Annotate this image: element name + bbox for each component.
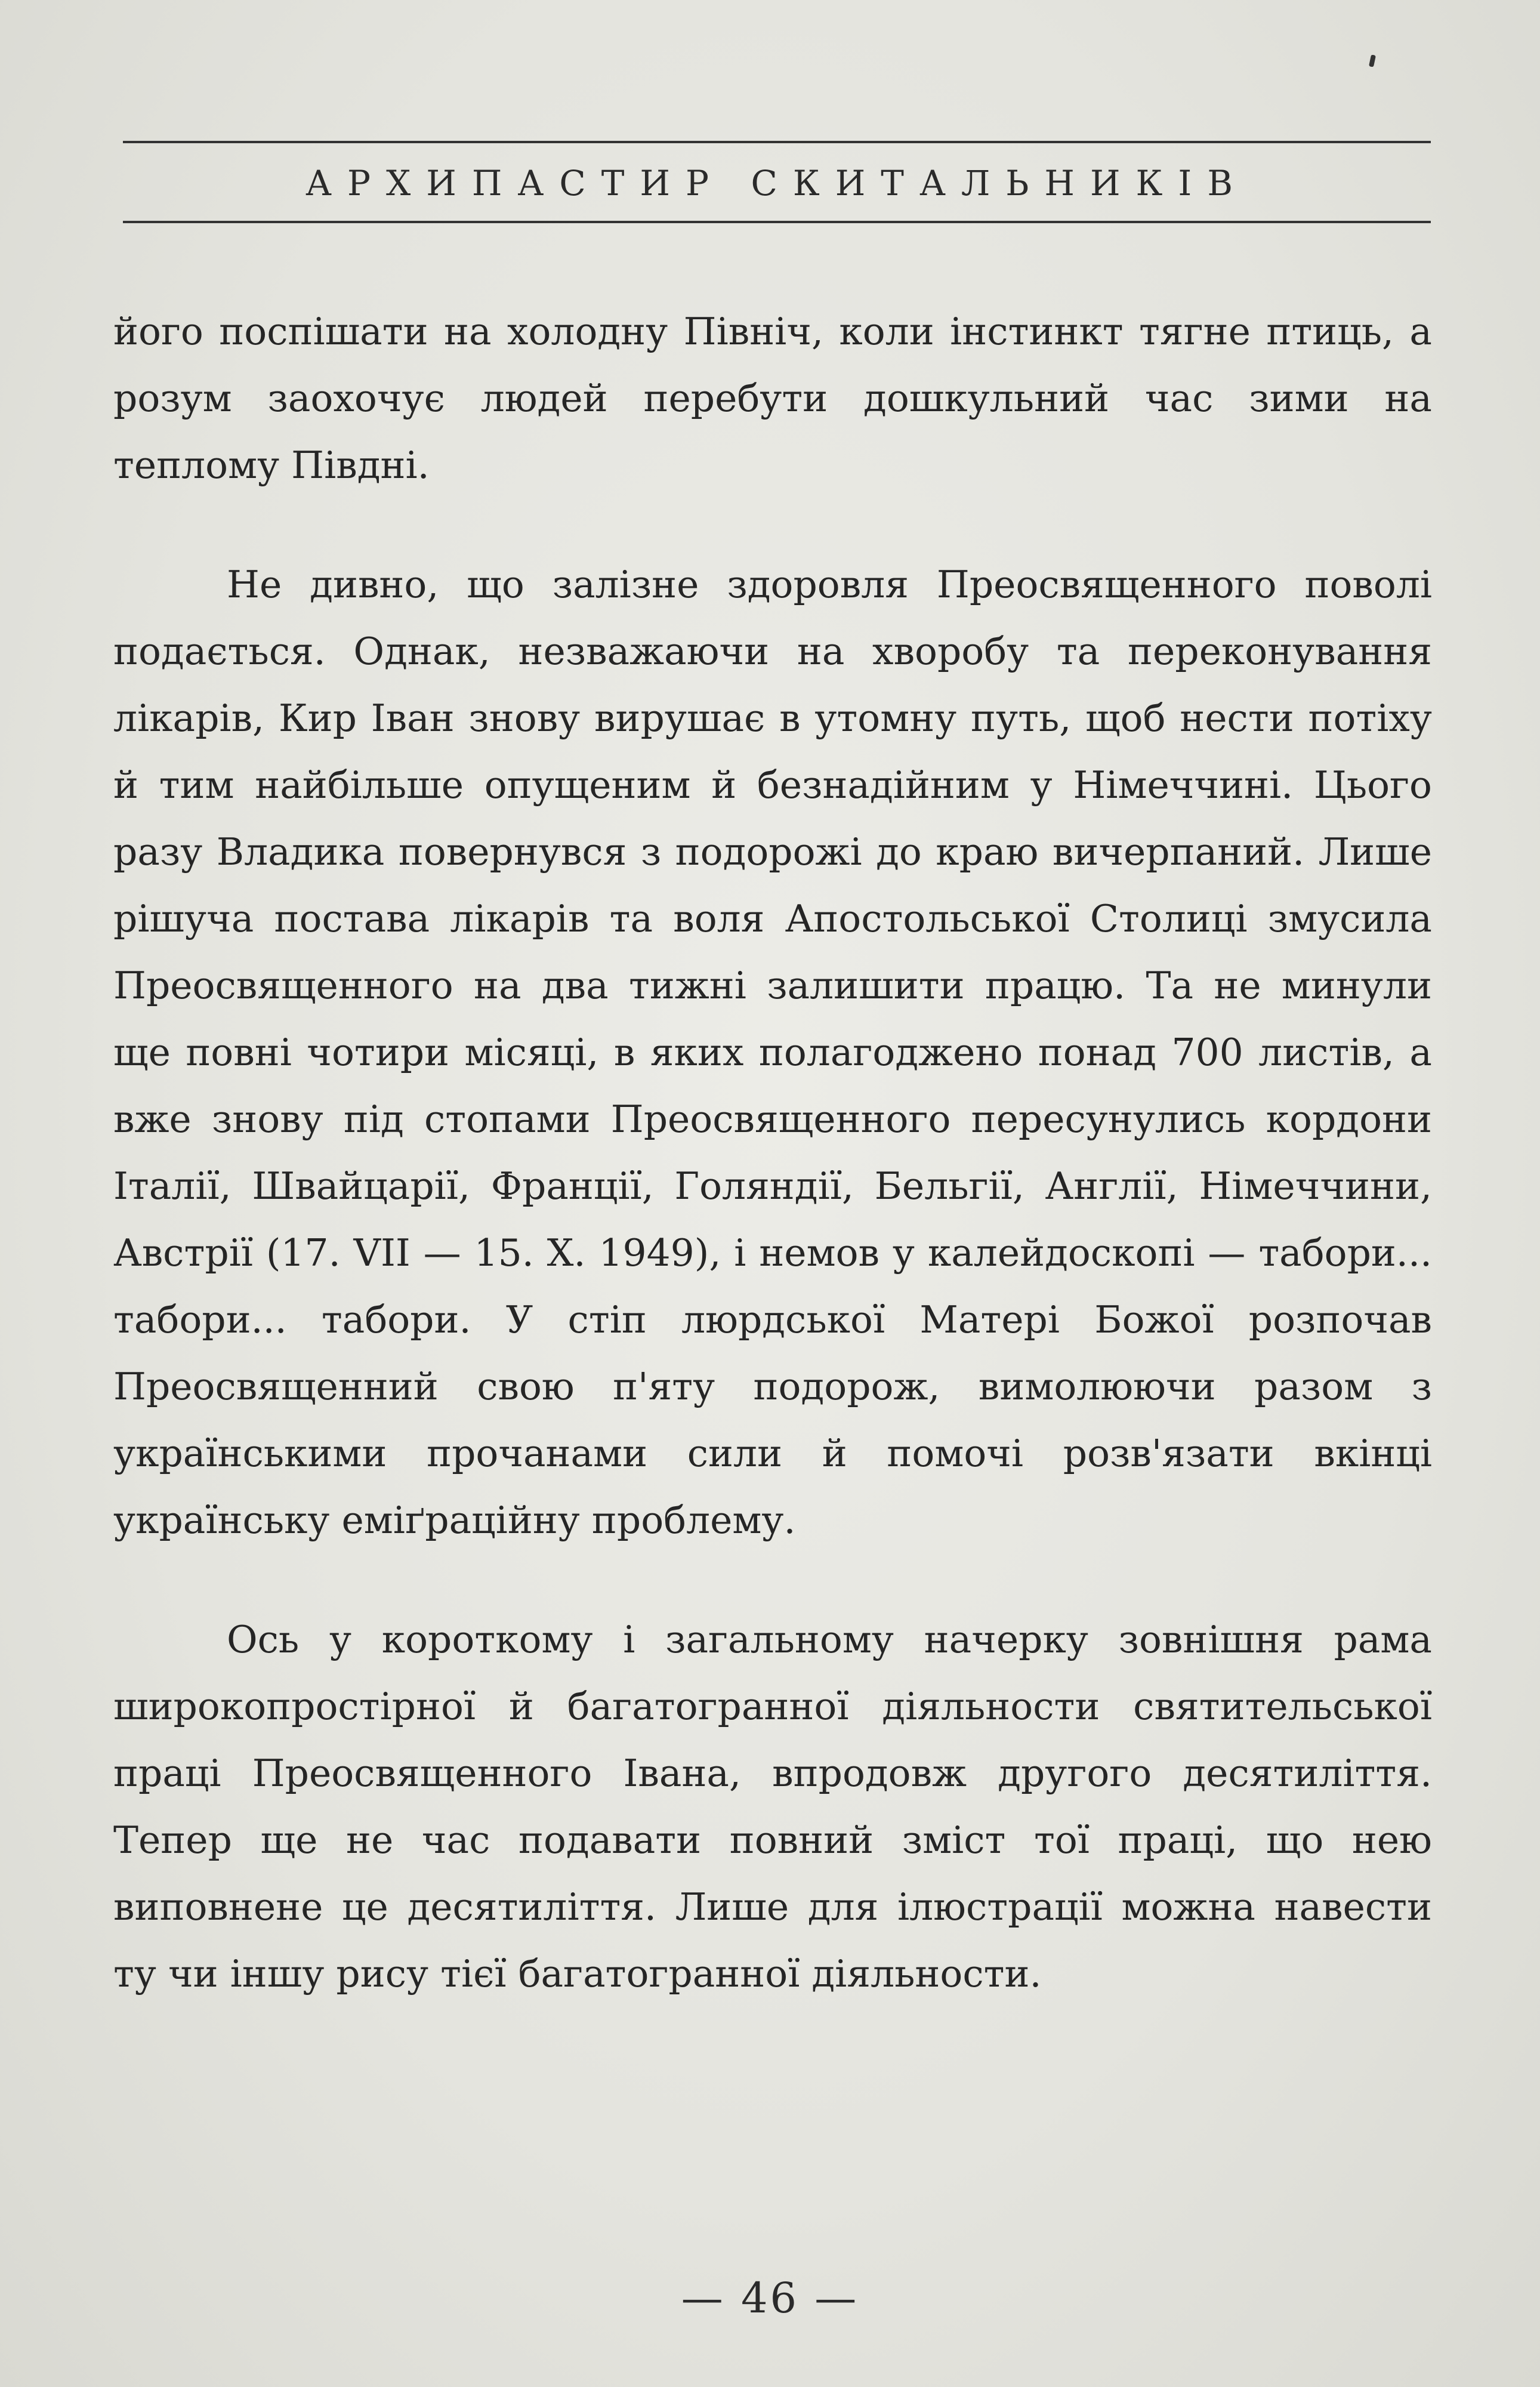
page-number: — 46 — xyxy=(681,2274,859,2323)
header-rule-bottom xyxy=(123,221,1431,223)
header-rule-top xyxy=(123,141,1431,143)
paragraph: Ось у короткому і загальному начерку зовнішня рама широкопростірної й багатогранної діяльности святительської праці Преосвященного Івана, впродовж другого десятиліття. Тепер ще не час подавати повний зміст тої праці, що нею виповнене це десятиліття. Лише для ілюстрації можна навести ту чи іншу рису тієї багатогранної діяльности. xyxy=(113,1618,1432,1996)
running-head: АРХИПАСТИР СКИТАЛЬНИКІВ xyxy=(305,163,1248,203)
ink-mark xyxy=(1369,54,1376,67)
body-text xyxy=(113,298,1432,2007)
paragraph-continuation: його поспішати на холодну Північ, коли інстинкт тягне птиць, а розум заохочує людей перебути дошкульний час зими на теплому Півдні. xyxy=(113,310,1432,487)
paragraph: Не дивно, що залізне здоровля Преосвященного поволі подається. Однак, незважаючи на хворобу та переконування лікарів, Кир Іван знову вирушає в утомну путь, щоб нести потіху й тим найбільше опущеним й безнадійним у Німеччині. Цього разу Владика повернувся з подорожі до краю вичерпаний. Лише рішуча постава лікарів та воля Апостольської Столиці змусила Преосвященного на два тижні залишити працю. Та не минули ще повні чотири місяці, в яких полагоджено понад 700 листів, а вже знову під стопами Преосвященного пересунулись кордони Італії, Швайцарії, Франції, Голяндії, Бельгії, Англії, Німеччини, Австрії (17. VII — 15. X. 1949), і немов у калейдоскопі — табори... табори... табори. У стіп люрдської Матері Божої розпочав Преосвященний свою п'яту подорож, вимолюючи разом з українськими прочанами сили й помочі розв'язати вкінці українську еміґраційну проблему. xyxy=(113,563,1432,1542)
